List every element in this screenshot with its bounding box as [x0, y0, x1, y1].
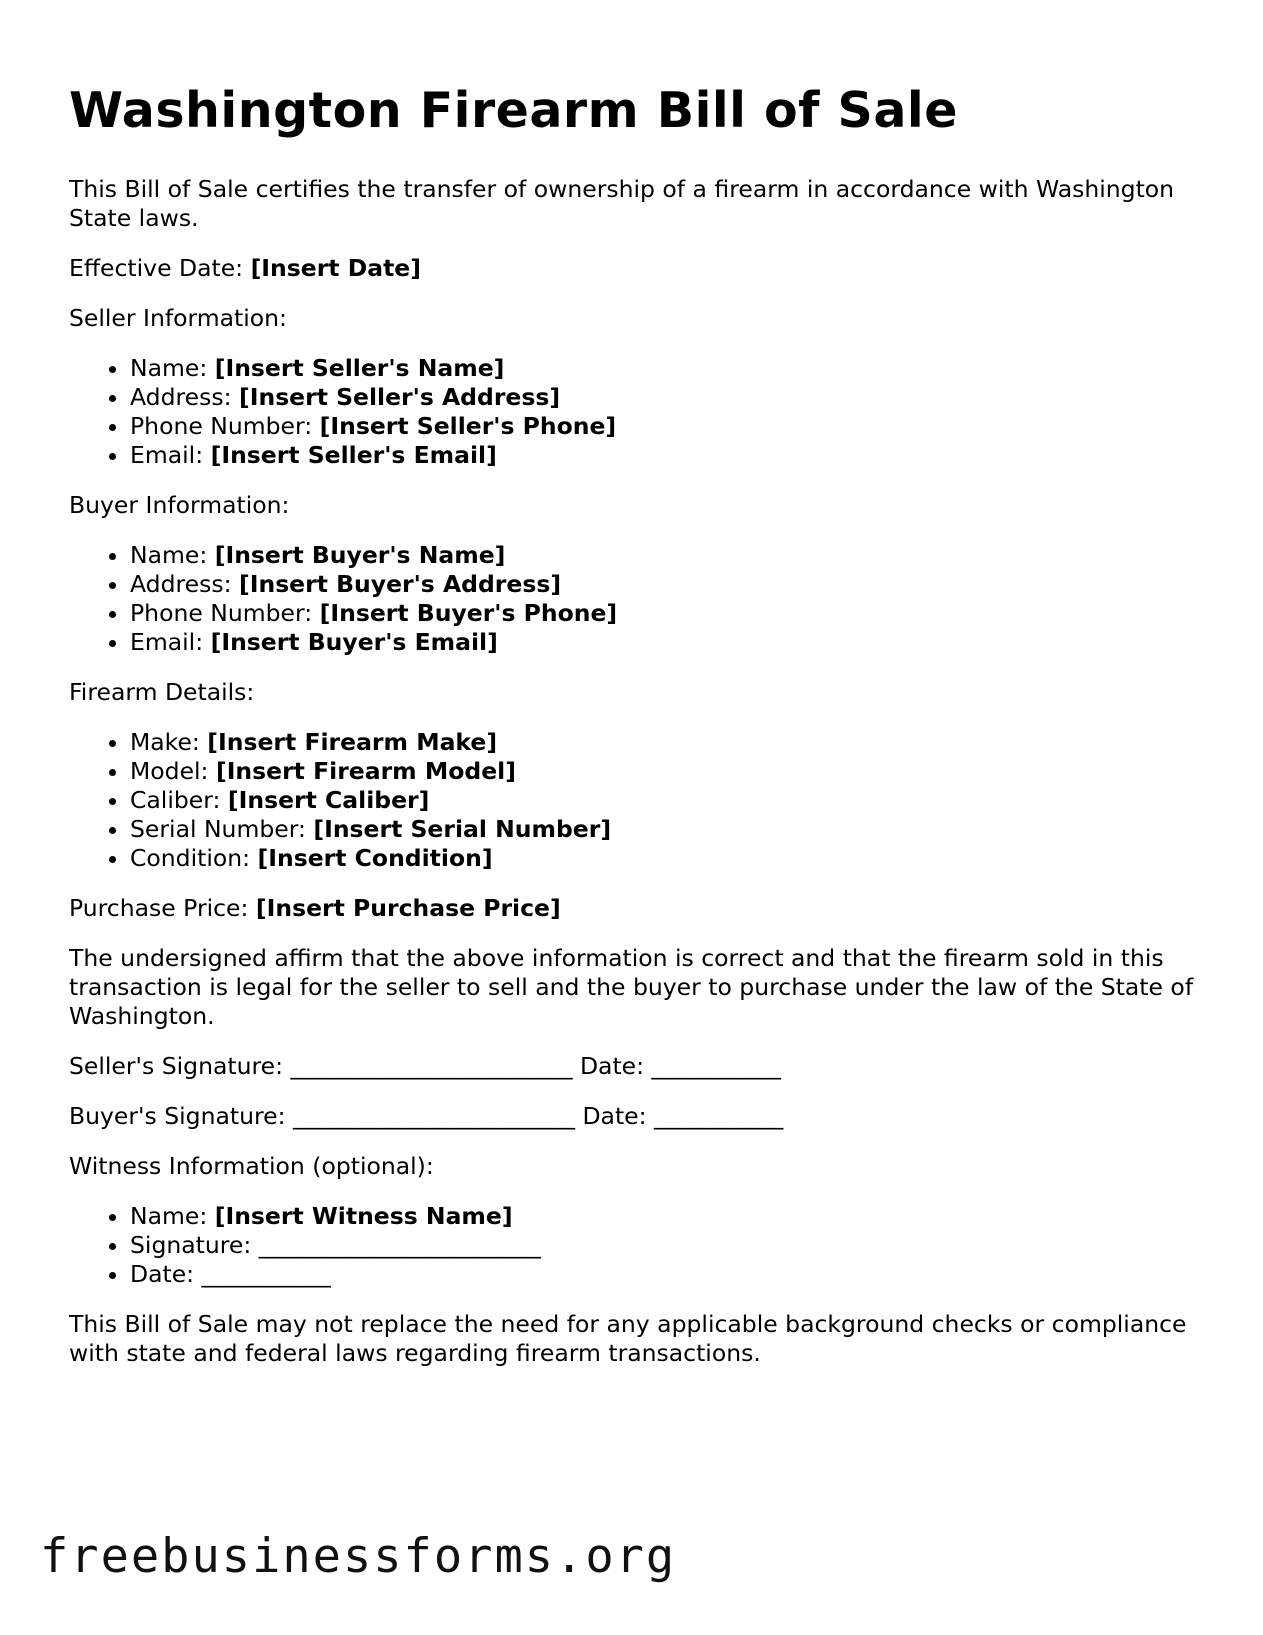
buyer-heading: Buyer Information: — [69, 490, 290, 519]
list-item — [130, 1202, 1209, 1231]
effective-date-value: [Insert Date] — [250, 253, 421, 282]
purchase-price-value: [Insert Purchase Price] — [255, 893, 561, 922]
firearm-heading: Firearm Details: — [69, 677, 255, 706]
field-value: [Insert Seller's Email] — [210, 440, 497, 469]
field-value: [Insert Firearm Model] — [215, 756, 516, 785]
disclaimer-paragraph: This Bill of Sale may not replace the need for any applicable background checks or compliance with state and federal laws regarding firearm transactions. — [69, 1309, 1187, 1367]
seller-signature-line: Seller's Signature: ________________________ Date: ___________ — [69, 1051, 781, 1080]
purchase-price-label: Purchase Price: — [69, 893, 256, 922]
list-item — [130, 541, 1209, 570]
field-value: [Insert Condition] — [257, 843, 493, 872]
field-label: Make: — [130, 727, 208, 756]
effective-date-label: Effective Date: — [69, 253, 251, 282]
field-label: Serial Number: — [130, 814, 314, 843]
field-value: [Insert Serial Number] — [313, 814, 612, 843]
purchase-price-line — [69, 894, 1209, 923]
witness-list — [69, 1202, 1209, 1289]
field-label: Address: — [130, 569, 239, 598]
field-label: Caliber: — [130, 785, 228, 814]
field-label: Model: — [130, 756, 216, 785]
field-value: [Insert Buyer's Name] — [214, 540, 506, 569]
seller-list — [69, 354, 1209, 470]
field-label: Phone Number: — [130, 598, 320, 627]
list-item — [130, 786, 1209, 815]
intro-paragraph: This Bill of Sale certifies the transfer of ownership of a firearm in accordance with Washington State laws. — [69, 174, 1175, 232]
field-label: Condition: — [130, 843, 258, 872]
field-value: [Insert Seller's Name] — [214, 353, 505, 382]
field-value: [Insert Firearm Make] — [207, 727, 498, 756]
list-item: • Signature: ________________________ — [130, 1231, 1209, 1260]
witness-heading: Witness Information (optional): — [69, 1151, 434, 1180]
effective-date-line — [69, 254, 1209, 283]
field-value: [Insert Witness Name] — [214, 1201, 513, 1230]
field-label: Name: — [130, 1201, 215, 1230]
field-label: Email: — [130, 627, 211, 656]
list-item — [130, 728, 1209, 757]
buyer-signature-line: Buyer's Signature: ________________________ Date: ___________ — [69, 1101, 784, 1130]
list-item — [130, 441, 1209, 470]
list-item — [130, 570, 1209, 599]
field-value: [Insert Buyer's Phone] — [319, 598, 618, 627]
affirmation-paragraph: The undersigned affirm that the above information is correct and that the firearm sold in this transaction is legal for the seller to sell and the buyer to purchase under the law of the State of Washington. — [69, 943, 1194, 1030]
list-item: • Date: ___________ — [130, 1260, 1209, 1289]
list-item — [130, 354, 1209, 383]
list-item — [130, 815, 1209, 844]
list-item — [130, 599, 1209, 628]
firearm-list — [69, 728, 1209, 873]
document-page — [69, 82, 1209, 1389]
list-item — [130, 757, 1209, 786]
buyer-list — [69, 541, 1209, 657]
field-value: [Insert Seller's Address] — [238, 382, 561, 411]
field-label: Name: — [130, 540, 215, 569]
list-item — [130, 412, 1209, 441]
field-value: [Insert Buyer's Email] — [210, 627, 498, 656]
field-label: Address: — [130, 382, 239, 411]
field-value: [Insert Caliber] — [227, 785, 430, 814]
field-label: Email: — [130, 440, 211, 469]
field-label: Name: — [130, 353, 215, 382]
list-item — [130, 383, 1209, 412]
field-value: [Insert Buyer's Address] — [238, 569, 562, 598]
list-item — [130, 844, 1209, 873]
list-item — [130, 628, 1209, 657]
watermark: freebusinessforms.org — [40, 1529, 677, 1584]
field-label: Phone Number: — [130, 411, 320, 440]
seller-heading: Seller Information: — [69, 303, 287, 332]
field-value: [Insert Seller's Phone] — [319, 411, 617, 440]
page-title: Washington Firearm Bill of Sale — [69, 82, 958, 139]
